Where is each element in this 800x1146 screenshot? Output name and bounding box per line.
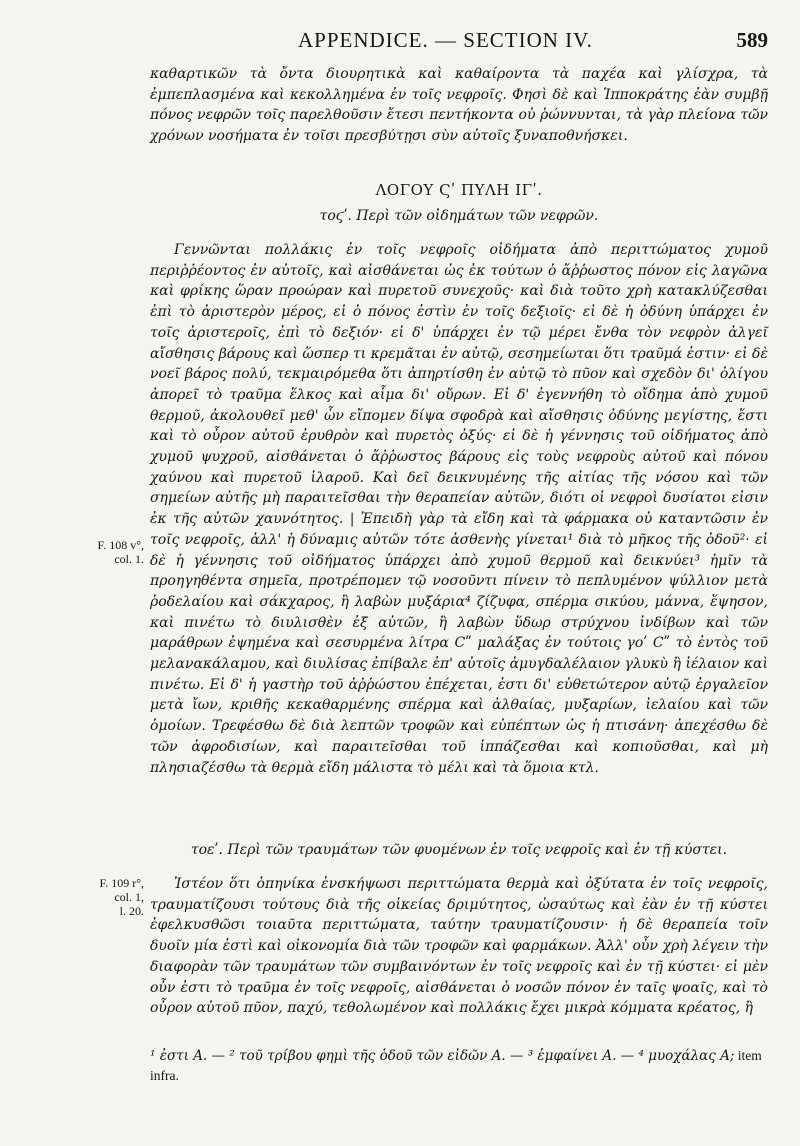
margin-note-line: l. 20. [119,904,144,918]
margin-note-line: col. 1, [114,890,144,904]
footnotes-latin: item infra. [150,1048,762,1083]
section-title: ΛΟΓΟΥ Ϛʹ ΠΥΛΗ ΙΓʹ. [375,181,543,199]
chapter-2-title: τοεʹ. Περὶ τῶν τραυμάτων τῶν φυομένων ἐν τοῖς νεφροῖς καὶ ἐν τῇ κύστει. [190,842,728,858]
chapter-1-body [150,240,768,778]
page-number: 589 [736,28,768,52]
margin-note-line: col. 1. [114,552,144,566]
chapter-2-paragraph: Ἰστέον ὅτι ὁπηνίκα ἐνσκήψωσι περιττώματα θερμὰ καὶ ὀξύτατα ἐν τοῖς νεφροῖς, τραυματίζουσι τούτους διὰ τῆς οἰκείας δριμύτητος, ὡσαύτως καὶ ἐὰν ἐν τῇ κύστει ἐφελκυσθῶσι τοιαῦτα περιττώματα, ταύτην τραυματίζουσιν· ἡ δὲ θεραπεία τοῖν δυοῖν μία ἐστὶ καὶ οἰκονομία διὰ τῶν τροφῶν καὶ φαρμάκων. Ἀλλ' οὖν χρὴ λέγειν τὴν διαφορὰν τῶν τραυμάτων τῶν συμβαινόντων ἐν τοῖς νεφροῖς καὶ ἐν τῇ κύστει· εἰ μὲν οὖν ἐστι τὸ τραῦμα ἐν τοῖς νεφροῖς, αἰσθάνεται ὁ νοσῶν πόνον ἐν ταῖς ψοαῖς, καὶ τὸ οὖρον αὐτοῦ πῦον, παχύ, τεθολωμένον καὶ πολλάκις ἔχει μικρὰ κόμματα κρέατος, ἢ [150,876,768,1017]
chapter-1-text-part2: Ἐπειδὴ γὰρ τὰ εἴδη καὶ τὰ φάρμακα οὐ καταντῶσιν ἐν τοῖς νεφροῖς, ἀλλ' ἡ δύναμις αὐτῶν τότε ἀσθενὴς γίνεται¹ διὰ τὸ μῆκος τῆς ὁδοῦ²· εἰ δὲ ἡ γέννησις τοῦ οἰδήματος ὑπάρχει ἀπὸ χυμοῦ θερμοῦ καὶ δεικνύει³ ἡμῖν τὰ προηγηθέντα σημεῖα, προτρέπομεν τῷ νοσοῦντι πίνειν τὸ πεπλυμένον ψύλλιον μετὰ ῥοδελαίου καὶ σάκχαρος, ἢ λαβὼν μυξάρια⁴ ζίζυφα, σπέρμα σικύου, μάννα, ἕψησον, καὶ πινέτω τὸ διυλισθὲν ἐξ αὐτῶν, ἢ λαβὼν ὕδωρ στρύχνου ἰνδίβων καὶ τῶν μαράθρων ἑψημένα καὶ σεσυρμένα λίτρα Cʺ μαλάξας ἐν τούτοις γοʹ Cʺ τὸ ἐντὸς τοῦ μελανακάλαμου, καὶ διυλίσας ἐπίβαλε ἐπ' αὐτοῖς ἀμυγδαλέλαιον γλυκὺ ἢ ἰέλαιον καὶ πινέτω. Εἰ δ' ἡ γαστὴρ τοῦ ἀῤῥώστου ἐπέχεται, ἐστι δι' εὐθετώτερον αὐτῷ ἐργαλεῖον μετὰ ἴων, κριθῆς κεκαθαρμένης σπέρμα καὶ ἀλθαίας, μυξαρίων, ἰελαίου καὶ τῶν ὁμοίων. Τρεφέσθω δὲ διὰ λεπτῶν τροφῶν καὶ εὐπέπτων ὡς ἡ πτισάνη· ἀπεχέσθω δὲ τῶν ἀφροδισίων, καὶ παραιτεῖσθαι τοῦ ἱππάζεσθαι καὶ κοπιοῦσθαι, καὶ μὴ πλησιαζέσθω τὰ θερμὰ εἴδη μάλιστα τὸ μέλι καὶ τὰ ὅμοια κτλ. [150,511,769,776]
running-header [150,28,768,58]
chapter-1-text-part1: Γεννῶνται πολλάκις ἐν τοῖς νεφροῖς οἰδήματα ἀπὸ περιττώματος χυμοῦ περιῤῥέοντος ἐν αὐτοῖς, καὶ αἰσθάνεται ὡς ἐκ τούτων ὁ ἄῤῥωστος πόνον εἰς λαγῶνα καὶ φρίκης ὥραν προώραν καὶ πυρετοῦ συνεχοῦς· καὶ διὰ τοῦτο χρὴ κατακλύζεσθαι ἐπὶ τὸ ἀριστερὸν μέρος, εἰ ὁ πόνος ἐστὶν ἐν τοῖς δεξιοῖς· εἰ δὲ ἡ ὀδύνη ὑπάρχει ἐν τοῖς ἀριστεροῖς, ἐπὶ τὸ δεξιόν· εἰ δ' ὑπάρχει ἐν τῷ μέρει ἔνθα τὸν νεφρὸν ἀλγεῖ αἴσθησις βάρους καὶ ὥσπερ τι κρεμᾶται ἐν αὐτῷ, σεσημείωται ὅτι τραῦμά ἐστιν· εἰ δὲ νοεῖ βάρος πολύ, τεκμαιρόμεθα ὅτι ἀπηρτίσθη ἐν αὐτῷ τὸ πῦον καὶ σχεδὸν δι' ὀλίγου ἀπορεῖ τὸ τραῦμα ἕλκος καὶ αἷμα δι' οὔρων. Εἰ δ' ἐγεννήθη τὸ οἴδημα ἀπὸ χυμοῦ θερμοῦ, ἀκολουθεῖ μεθ' ὧν εἴπομεν δίψα σφοδρὰ καὶ αἴσθησις ὀδύνης μεγίστης, ἔστι καὶ τὸ οὖρον αὐτοῦ ἐρυθρὸν καὶ πυρετὸς ὀξύς· εἰ δὲ ἡ γέννησις τοῦ οἰδήματος ἀπὸ χυμοῦ ψυχροῦ, αἰσθάνεται ὁ ἄῤῥωστος βάρους εἰς τοὺς νεφροὺς αὐτοῦ καὶ πόνου χαύνου καὶ πυρετοῦ ἱλαροῦ. Καὶ δεῖ δεικνυμένης τῆς αἰτίας τῆς νόσου καὶ τῶν σημείων αὐτῆς μὴ παραιτεῖσθαι τὴν θεραπείαν αὐτῶν, διότι οἱ νεφροὶ δυσίατοι εἰσιν ἐκ τῆς αὐτῶν χαυνότητος. [150,242,768,528]
margin-note-folio-109 [58,876,144,918]
chapter-1-paragraph [150,240,768,778]
running-title: APPENDICE. — SECTION IV. [298,28,593,52]
margin-note-folio-108 [58,538,144,566]
chapter-1-title: τοϛʹ. Περὶ τῶν οἰδημάτων τῶν νεφρῶν. [319,208,599,224]
folio-marker: | [349,511,355,528]
intro-paragraph-block [150,64,768,147]
footnotes [150,1046,768,1086]
intro-paragraph: καθαρτικῶν τὰ ὄντα διουρητικὰ καὶ καθαίροντα τὰ παχέα καὶ γλίσχρα, τὰ ἐμπεπλασμένα καὶ κεκολλημένα ἐν τοῖς νεφροῖς. Φησὶ δὲ καὶ Ἱπποκράτης ἐὰν συμβῇ πόνος νεφρῶν τοῖς παρελθοῦσιν ἔτεσι πεντήκοντα οὐ ῥώννυνται, τὰ γὰρ πλείονα τῶν χρόνων νοσήματα ἐν τοῖσι πρεσβύτῃσι σὺν αὐτοῖς ξυναποθνήσκει. [150,66,768,145]
chapter-2-body [150,874,768,1019]
margin-note-line: F. 108 v°, [97,538,144,552]
margin-note-line: F. 109 r°, [99,876,144,890]
footnotes-greek: ¹ ἐστι A. — ² τοῦ τρίβου φημὶ τῆς ὁδοῦ τῶν εἰδῶν A. — ³ ἐμφαίνει A. — ⁴ μυοχάλας A; [150,1048,735,1064]
